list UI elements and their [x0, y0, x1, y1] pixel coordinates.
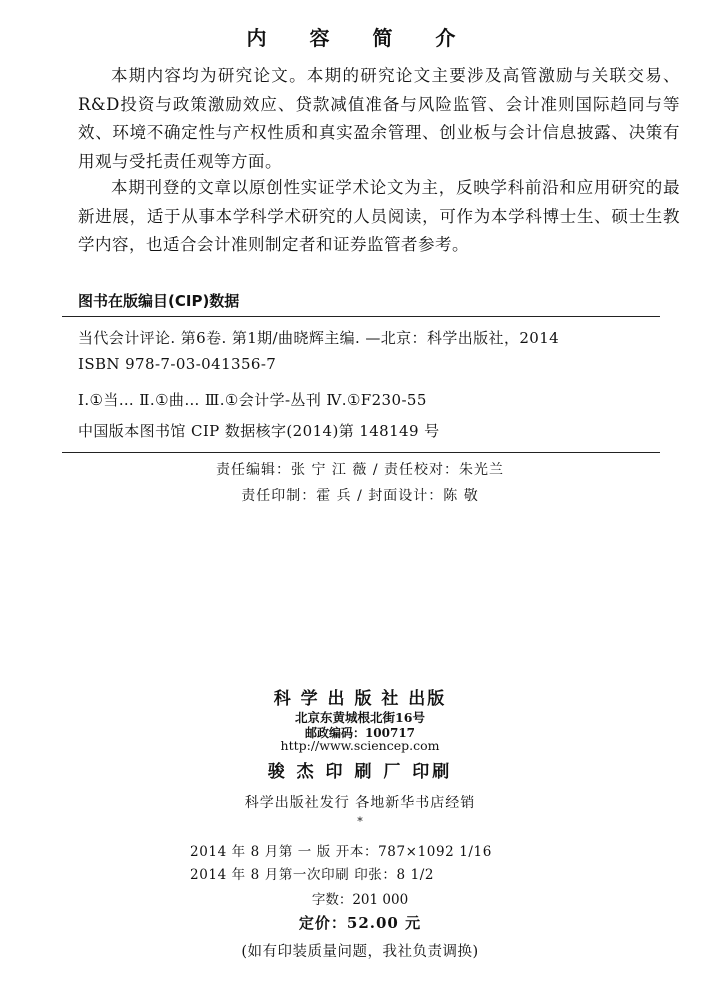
- credits-printing-design: 责任印制：霍 兵 / 封面设计：陈 敬: [241, 488, 479, 504]
- publisher-name: 科 学 出 版 社 出版: [273, 689, 447, 709]
- page-title: 内 容 简 介: [246, 26, 474, 50]
- publisher-url: http://www.sciencep.com: [280, 738, 440, 753]
- cip-heading: 图书在版编目(CIP)数据: [78, 292, 240, 310]
- printing-info: 2014 年 8 月第一次印刷 印张：8 1/2: [190, 867, 435, 883]
- publisher-postcode: 邮政编码：100717: [304, 726, 416, 740]
- cip-line-isbn: ISBN 978-7-03-041356-7: [78, 355, 277, 373]
- cip-line-record-number: 中国版本图书馆 CIP 数据核字(2014)第 148149 号: [78, 422, 440, 440]
- cip-line-title: 当代会计评论. 第6卷. 第1期/曲晓辉主编. —北京：科学出版社，2014: [78, 329, 560, 347]
- quality-note: (如有印装质量问题，我社负责调换): [241, 944, 479, 960]
- price: 定价：52.00 元: [298, 914, 422, 932]
- credits-editors: 责任编辑：张 宁 江 薇 / 责任校对：朱光兰: [216, 462, 504, 478]
- edition-info: 2014 年 8 月第 一 版 开本：787×1092 1/16: [190, 844, 492, 860]
- summary-paragraph-1: 本期内容均为研究论文。本期的研究论文主要涉及高管激励与关联交易、R&D投资与政策激励效应、贷款减值准备与风险监管、会计准则国际趋同与等效、环境不确定性与产权性质和真实盈余管理、创业板与会计信息披露、决策有用观与受托责任观等方面。: [78, 66, 680, 171]
- distribution-info: 科学出版社发行 各地新华书店经销: [244, 795, 476, 811]
- divider-bottom: [62, 452, 660, 453]
- divider-top: [62, 316, 660, 317]
- word-count: 字数：201 000: [311, 892, 409, 908]
- publisher-address: 北京东黄城根北街16号: [295, 710, 425, 725]
- cip-line-classification: Ⅰ.①当… Ⅱ.①曲… Ⅲ.①会计学-丛刊 Ⅳ.①F230-55: [78, 391, 427, 409]
- separator-star: *: [357, 815, 363, 828]
- summary-paragraph-2: 本期刊登的文章以原创性实证学术论文为主，反映学科前沿和应用研究的最新进展，适于从事本学科学术研究的人员阅读，可作为本学科博士生、硕士生教学内容，也适合会计准则制定者和证券监管者参考。: [78, 178, 680, 254]
- printer-name: 骏 杰 印 刷 厂 印刷: [267, 762, 453, 782]
